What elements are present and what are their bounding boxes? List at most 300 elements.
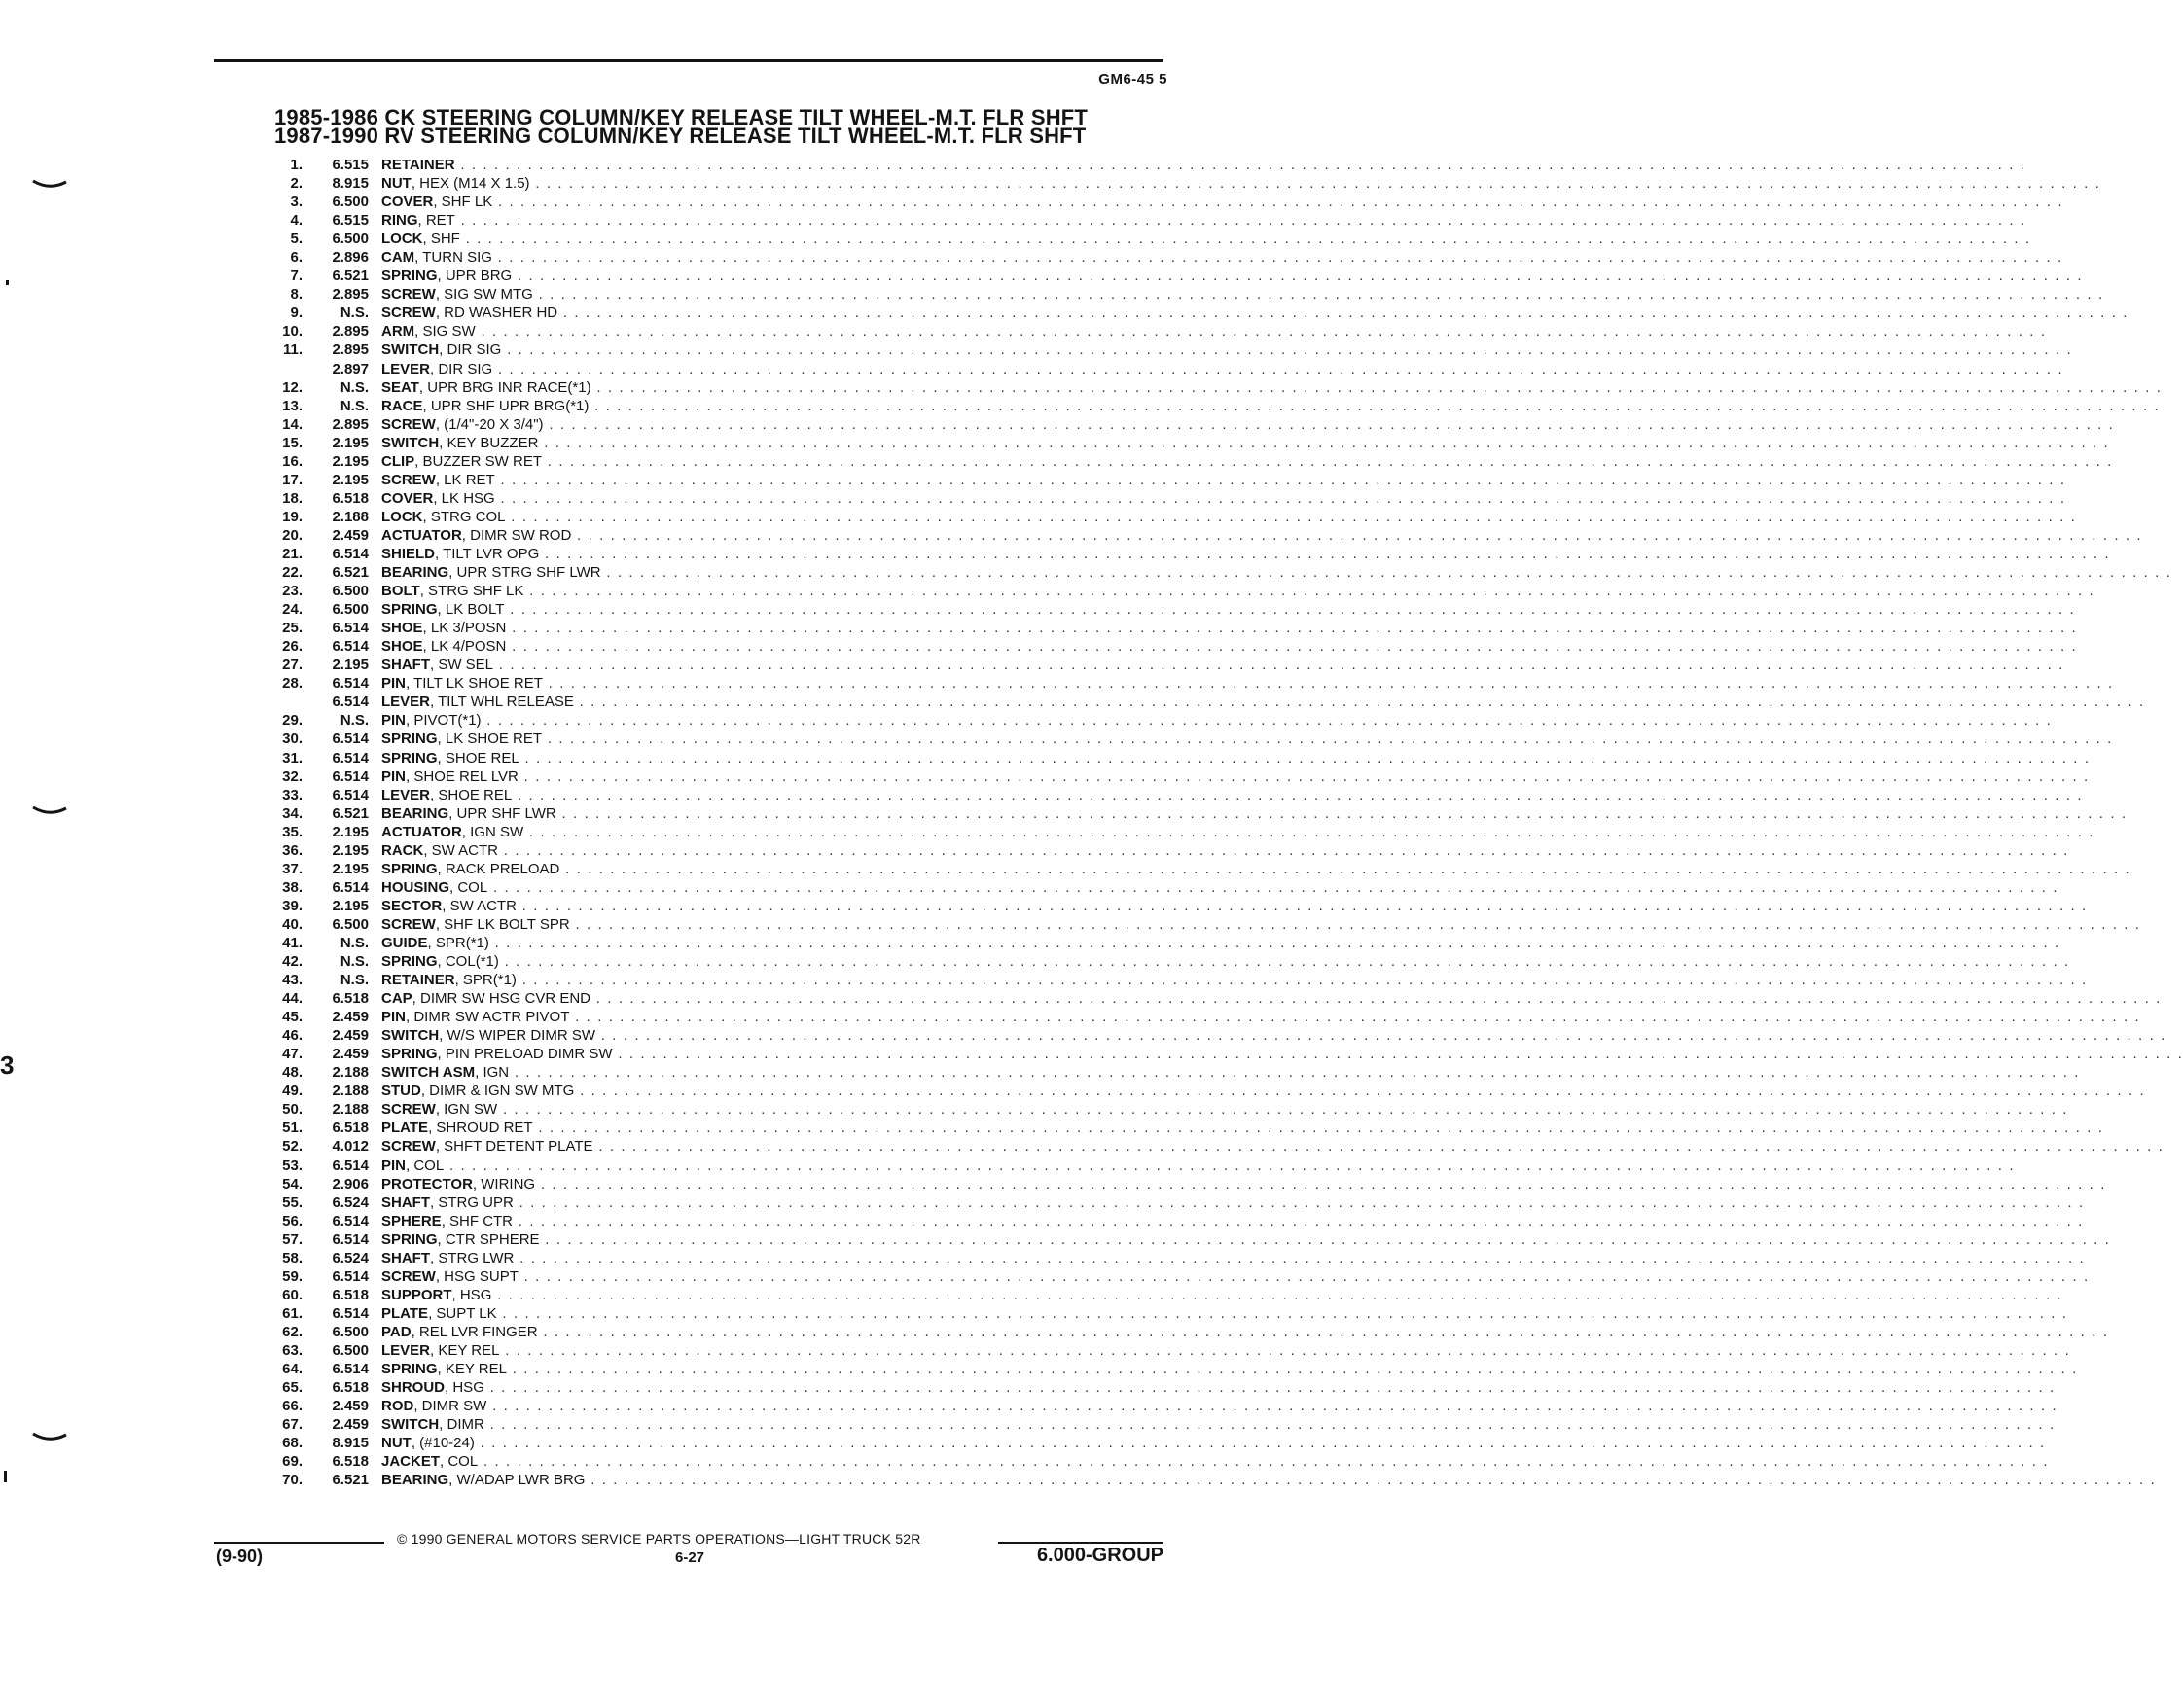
part-group: 6.524 (332, 1193, 369, 1211)
binder-mark-bottom (33, 1432, 66, 1441)
leader-dots: . . . . . . . . . . . . . . . . . . . . . . . . . . . . . . . . . . . . . . . . . . . . . . . . . . . . . . . . . . . . . . . . . . . . . . . . . . . . . . . . . . . . . . . . . . . . . . . . . . . . . . . . . . . . . . . . . . . . . . . . . . . . . . . . . . . . . . . . . . . . (523, 823, 2095, 840)
part-detail: , CTR SPHERE (437, 1230, 540, 1248)
leader-dots: . . . . . . . . . . . . . . . . . . . . . . . . . . . . . . . . . . . . . . . . . . . . . . . . . . . . . . . . . . . . . . . . . . . . . . . . . . . . . . . . . . . . . . . . . . . . . . . . . . . . . . . . . . . . . . . . . . . . . . . . . . . . . . . . . . . . . . . . . . . . (543, 415, 2115, 433)
part-description (381, 1230, 2111, 1249)
part-group: 6.500 (332, 1342, 369, 1359)
part-description (381, 1137, 2165, 1156)
part-group: 6.514 (332, 1267, 369, 1285)
leader-dots: . . . . . . . . . . . . . . . . . . . . . . . . . . . . . . . . . . . . . . . . . . . . . . . . . . . . . . . . . . . . . . . . . . . . . . . . . . . . . . . . . . . . . . . . . . . . . . . . . . . . . . . . . . . . . . . . . . . . . . . . . . . . . . . . . . . . . . . . . . . . (557, 304, 2129, 322)
part-detail: , DIMR SW (413, 1398, 487, 1415)
part-number: 33. (282, 786, 303, 803)
part-group: 6.521 (332, 804, 369, 822)
part-name: SCREW (381, 304, 436, 322)
part-name: PIN (381, 712, 407, 729)
leader-dots: . . . . . . . . . . . . . . . . . . . . . . . . . . . . . . . . . . . . . . . . . . . . . . . . . . . . . . . . . . . . . . . . . . . . . . . . . . . . . . . . . . . . . . . . . . . . . . . . . . . . . . . . . . . . . . . . . . . . . . . . . . . . . . . . . . . . . . . . . . . . (542, 675, 2114, 693)
part-number: 17. (282, 471, 303, 488)
parts-row (0, 860, 2131, 878)
part-group: 2.188 (332, 1101, 369, 1119)
part-name: RACE (381, 397, 423, 414)
part-description (381, 1267, 2090, 1286)
part-number: 48. (282, 1064, 303, 1082)
part-number: 54. (282, 1175, 303, 1192)
part-name: LEVER (381, 694, 431, 711)
leader-dots: . . . . . . . . . . . . . . . . . . . . . . . . . . . . . . . . . . . . . . . . . . . . . . . . . . . . . . . . . . . . . . . . . . . . . . . . . . . . . . . . . . . . . . . . . . . . . . . . . . . . . . . . . . . . . . . . . . . . . . . . . . . . . . . . . . . . . . . . . . . . (574, 1083, 2146, 1100)
part-detail: , PIVOT(*1) (406, 712, 482, 729)
part-description (381, 193, 2064, 211)
leader-dots: . . . . . . . . . . . . . . . . . . . . . . . . . . . . . . . . . . . . . . . . . . . . . . . . . . . . . . . . . . . . . . . . . . . . . . . . . . . . . . . . . . . . . . . . . . . . . . . . . . . . . . . . . . . . . . . . . . . . . . . . . . . . . . . . . . . . . . . . . . . . (488, 934, 2060, 951)
part-description (381, 693, 2145, 711)
part-name: SWITCH ASM (381, 1064, 476, 1082)
parts-row (0, 674, 2114, 693)
part-group: 6.518 (332, 1453, 369, 1471)
part-description (381, 804, 2128, 823)
part-detail: , LK BOLT (437, 601, 505, 619)
part-description (381, 156, 2026, 174)
part-group: 6.518 (332, 1120, 369, 1137)
part-name: PIN (381, 1156, 407, 1174)
part-description (381, 434, 2110, 452)
leader-dots: . . . . . . . . . . . . . . . . . . . . . . . . . . . . . . . . . . . . . . . . . . . . . . . . . . . . . . . . . . . . . . . . . . . . . . . . . . . . . . . . . . . . . . . . . . . . . . . . . . . . . . . . . . . . . . . . . . . . . . . . . . . . . . . . . . . . . . . . . . . . (595, 1027, 2166, 1045)
parts-row (0, 267, 2084, 285)
part-name: SCREW (381, 1267, 436, 1285)
parts-row (0, 600, 2076, 619)
leader-dots: . . . . . . . . . . . . . . . . . . . . . . . . . . . . . . . . . . . . . . . . . . . . . . . . . . . . . . . . . . . . . . . . . . . . . . . . . . . . . . . . . . . . . . . . . . . . . . . . . . . . . . . . . . . . . . . . . . . . . . . . . . . . . . . . . . . . . . . . . . . . (504, 601, 2076, 619)
parts-row (0, 508, 2077, 526)
part-number: 4. (290, 212, 303, 230)
parts-row (0, 452, 2113, 471)
parts-row (0, 1360, 2078, 1378)
binder-mark-middle (33, 805, 66, 815)
leader-dots: . . . . . . . . . . . . . . . . . . . . . . . . . . . . . . . . . . . . . . . . . . . . . . . . . . . . . . . . . . . . . . . . . . . . . . . . . . . . . . . . . . . . . . . . . . . . . . . . . . . . . . . . . . . . . . . . . . . . . . . . . . . . . . . . . . . . . . . . . . . . (506, 638, 2078, 656)
part-detail: , TILT LK SHOE RET (406, 675, 543, 693)
part-detail: , LK 4/POSN (422, 638, 507, 656)
part-description (381, 1063, 2081, 1082)
part-description (381, 582, 2095, 600)
parts-row (0, 1452, 2050, 1471)
leader-dots: . . . . . . . . . . . . . . . . . . . . . . . . . . . . . . . . . . . . . . . . . . . . . . . . . . . . . . . . . . . . . . . . . . . . . . . . . . . . . . . . . . . . . . . . . . . . . . . . . . . . . . . . . . . . . . . . . . . . . . . . . . . . . . . . . . . . . . . . . . . . (569, 1009, 2141, 1026)
parts-row (0, 971, 2088, 989)
part-number: 64. (282, 1361, 303, 1378)
leader-dots: . . . . . . . . . . . . . . . . . . . . . . . . . . . . . . . . . . . . . . . . . . . . . . . . . . . . . . . . . . . . . . . . . . . . . . . . . . . . . . . . . . . . . . . . . . . . . . . . . . . . . . . . . . . . . . . . . . . . . . . . . . . . . . . . . . . . . . . . . . . . (494, 489, 2066, 507)
leader-dots: . . . . . . . . . . . . . . . . . . . . . . . . . . . . . . . . . . . . . . . . . . . . . . . . . . . . . . . . . . . . . . . . . . . . . . . . . . . . . . . . . . . . . . . . . . . . . . . . . . . . . . . . . . . . . . . . . . . . . . . . . . . . . . . . . . . . . . . . . . . . (612, 1046, 2183, 1063)
leader-dots: . . . . . . . . . . . . . . . . . . . . . . . . . . . . . . . . . . . . . . . . . . . . . . . . . . . . . . . . . . . . . . . . . . . . . . . . . . . . . . . . . . . . . . . . . . . . . . . . . . . . . . . . . . . . . . . . . . . . . . . . . . . . . . . . . . . . . . . . . . . . (535, 1175, 2106, 1192)
part-description (381, 1360, 2078, 1378)
parts-row (0, 1156, 2016, 1175)
parts-row (0, 1378, 2056, 1397)
part-description (381, 1249, 2086, 1267)
part-group: 2.459 (332, 1416, 369, 1434)
part-number: 43. (282, 972, 303, 989)
part-description (381, 1341, 2071, 1360)
part-description (381, 489, 2066, 508)
part-name: LEVER (381, 786, 431, 803)
part-detail: , COL (440, 1453, 479, 1471)
part-name: SWITCH (381, 1027, 440, 1045)
leader-dots: . . . . . . . . . . . . . . . . . . . . . . . . . . . . . . . . . . . . . . . . . . . . . . . . . . . . . . . . . . . . . . . . . . . . . . . . . . . . . . . . . . . . . . . . . . . . . . . . . . . . . . . . . . . . . . . . . . . . . . . . . . . . . . . . . . . . . . . . . . . . (487, 878, 2059, 896)
part-group: 2.459 (332, 1398, 369, 1415)
part-group: 2.459 (332, 1027, 369, 1045)
part-number: 37. (282, 860, 303, 877)
part-group: 6.515 (332, 157, 369, 173)
margin-mark-3: 3 (0, 1050, 15, 1080)
parts-row (0, 563, 2172, 582)
parts-row (0, 1249, 2086, 1267)
parts-row (0, 1471, 2157, 1489)
part-name: SCREW (381, 1138, 436, 1156)
part-detail: , (#10-24) (411, 1435, 475, 1452)
leader-dots: . . . . . . . . . . . . . . . . . . . . . . . . . . . . . . . . . . . . . . . . . . . . . . . . . . . . . . . . . . . . . . . . . . . . . . . . . . . . . . . . . . . . . . . . . . . . . . . . . . . . . . . . . . . . . . . . . . . . . . . . . . . . . . . . . . . . . . . . . . . . (516, 897, 2088, 914)
leader-dots: . . . . . . . . . . . . . . . . . . . . . . . . . . . . . . . . . . . . . . . . . . . . . . . . . . . . . . . . . . . . . . . . . . . . . . . . . . . . . . . . . . . . . . . . . . . . . . . . . . . . . . . . . . . . . . . . . . . . . . . . . . . . . . . . . . . . . . . . . . . . (590, 990, 2162, 1008)
parts-row (0, 711, 2053, 729)
part-group: 2.195 (332, 897, 369, 914)
parts-row (0, 582, 2095, 600)
parts-row (0, 767, 2090, 786)
part-description (381, 1008, 2141, 1026)
part-group: 6.514 (332, 786, 369, 803)
part-name: SWITCH (381, 341, 440, 359)
part-group: 2.459 (332, 526, 369, 544)
part-group: 6.514 (332, 878, 369, 896)
part-detail: , BUZZER SW RET (414, 452, 543, 470)
page-number: 6-27 (675, 1549, 705, 1566)
part-number: 66. (282, 1398, 303, 1415)
parts-row (0, 1267, 2090, 1286)
part-detail: , RD WASHER HD (435, 304, 558, 322)
part-detail: , SHF (422, 231, 460, 248)
part-detail: , STRG LWR (430, 1249, 515, 1266)
part-name: ROD (381, 1398, 414, 1415)
part-detail: , SW ACTR (423, 841, 499, 859)
part-group: N.S. (340, 972, 369, 989)
part-name: RETAINER (381, 972, 455, 989)
part-name: SPRING (381, 953, 438, 971)
part-description (381, 397, 2161, 415)
part-name: LEVER (381, 360, 431, 377)
part-number: 8. (290, 286, 303, 303)
part-detail: , HSG SUPT (435, 1267, 519, 1285)
parts-row (0, 749, 2091, 767)
part-number: 51. (282, 1120, 303, 1137)
parts-row (0, 619, 2078, 637)
part-description (381, 1397, 2058, 1415)
leader-dots: . . . . . . . . . . . . . . . . . . . . . . . . . . . . . . . . . . . . . . . . . . . . . . . . . . . . . . . . . . . . . . . . . . . . . . . . . . . . . . . . . . . . . . . . . . . . . . . . . . . . . . . . . . . . . . . . . . . . . . . . . . . . . . . . . . . . . . . . . . . . (497, 1101, 2069, 1119)
group-code: 6.000-GROUP (1036, 1545, 1163, 1566)
part-detail: , SHOE REL (437, 749, 519, 766)
part-number: 34. (282, 804, 303, 822)
part-detail: , LK SHOE RET (437, 730, 543, 748)
part-name: SWITCH (381, 1416, 440, 1434)
part-group: 2.195 (332, 434, 369, 451)
part-description (381, 711, 2053, 729)
part-detail: , SHF LK (433, 194, 493, 211)
part-description (381, 600, 2076, 619)
parts-row (0, 1008, 2141, 1026)
leader-dots: . . . . . . . . . . . . . . . . . . . . . . . . . . . . . . . . . . . . . . . . . . . . . . . . . . . . . . . . . . . . . . . . . . . . . . . . . . . . . . . . . . . . . . . . . . . . . . . . . . . . . . . . . . . . . . . . . . . . . . . . . . . . . . . . . . . . . . . . . . . . (539, 545, 2111, 562)
leader-dots: . . . . . . . . . . . . . . . . . . . . . . . . . . . . . . . . . . . . . . . . . . . . . . . . . . . . . . . . . . . . . . . . . . . . . . . . . . . . . . . . . . . . . . . . . . . . . . . . . . . . . . . . . . . . . . . . . . . . . . . . . . . . . . . . . . . . . . . . . . . . (498, 953, 2070, 971)
part-number: 23. (282, 583, 303, 600)
part-description (381, 841, 2069, 860)
title-line-1: 1985-1986 CK STEERING COLUMN/KEY RELEASE TILT WHEEL-M.T. FLR SHFT (274, 105, 1089, 129)
part-detail: , TILT WHL RELEASE (430, 694, 574, 711)
parts-row (0, 1230, 2111, 1249)
part-detail: , HSG (445, 1379, 484, 1397)
part-description (381, 1452, 2050, 1471)
part-description (381, 860, 2131, 878)
leader-dots: . . . . . . . . . . . . . . . . . . . . . . . . . . . . . . . . . . . . . . . . . . . . . . . . . . . . . . . . . . . . . . . . . . . . . . . . . . . . . . . . . . . . . . . . . . . . . . . . . . . . . . . . . . . . . . . . . . . . . . . . . . . . . . . . . . . . . . . . . . . . (475, 323, 2047, 340)
part-group: 6.514 (332, 1230, 369, 1248)
parts-list (0, 156, 2183, 1489)
part-group: 6.500 (332, 601, 369, 619)
part-number: 61. (282, 1304, 303, 1322)
leader-dots: . . . . . . . . . . . . . . . . . . . . . . . . . . . . . . . . . . . . . . . . . . . . . . . . . . . . . . . . . . . . . . . . . . . . . . . . . . . . . . . . . . . . . . . . . . . . . . . . . . . . . . . . . . . . . . . . . . . . . . . . . . . . . . . . . . . . . . . . . . . . (491, 249, 2063, 267)
part-name: STUD (381, 1083, 421, 1100)
part-description (381, 526, 2143, 545)
part-name: ACTUATOR (381, 823, 462, 840)
parts-row (0, 378, 2163, 397)
parts-row (0, 248, 2063, 267)
top-rule (214, 59, 1163, 62)
part-name: SCREW (381, 415, 436, 433)
parts-row (0, 804, 2128, 823)
part-name: SPRING (381, 749, 438, 766)
part-group: 6.514 (332, 730, 369, 748)
leader-dots: . . . . . . . . . . . . . . . . . . . . . . . . . . . . . . . . . . . . . . . . . . . . . . . . . . . . . . . . . . . . . . . . . . . . . . . . . . . . . . . . . . . . . . . . . . . . . . . . . . . . . . . . . . . . . . . . . . . . . . . . . . . . . . . . . . . . . . . . . . . . (506, 620, 2078, 637)
leader-dots: . . . . . . . . . . . . . . . . . . . . . . . . . . . . . . . . . . . . . . . . . . . . . . . . . . . . . . . . . . . . . . . . . . . . . . . . . . . . . . . . . . . . . . . . . . . . . . . . . . . . . . . . . . . . . . . . . . . . . . . . . . . . . . . . . . . . . . . . . . . . (483, 1416, 2056, 1434)
part-number: 9. (290, 304, 303, 322)
leader-dots: . . . . . . . . . . . . . . . . . . . . . . . . . . . . . . . . . . . . . . . . . . . . . . . . . . . . . . . . . . . . . . . . . . . . . . . . . . . . . . . . . . . . . . . . . . . . . . . . . . . . . . . . . . . . . . . . . . . . . . . . . . . . . . . . . . . . . . . . . . . . (585, 1472, 2157, 1489)
leader-dots: . . . . . . . . . . . . . . . . . . . . . . . . . . . . . . . . . . . . . . . . . . . . . . . . . . . . . . . . . . . . . . . . . . . . . . . . . . . . . . . . . . . . . . . . . . . . . . . . . . . . . . . . . . . . . . . . . . . . . . . . . . . . . . . . . . . . . . . . . . . . (539, 1230, 2111, 1248)
part-detail: , DIMR SW HSG CVR END (412, 990, 591, 1008)
part-number: 49. (282, 1083, 303, 1100)
parts-row (0, 174, 2101, 193)
part-number: 52. (282, 1138, 303, 1156)
leader-dots: . . . . . . . . . . . . . . . . . . . . . . . . . . . . . . . . . . . . . . . . . . . . . . . . . . . . . . . . . . . . . . . . . . . . . . . . . . . . . . . . . . . . . . . . . . . . . . . . . . . . . . . . . . . . . . . . . . . . . . . . . . . . . . . . . . . . . . . . . . . . (444, 1156, 2016, 1174)
part-detail: , LK HSG (433, 489, 495, 507)
part-detail: , SIG SW MTG (435, 286, 533, 303)
part-description (381, 897, 2088, 915)
leader-dots: . . . . . . . . . . . . . . . . . . . . . . . . . . . . . . . . . . . . . . . . . . . . . . . . . . . . . . . . . . . . . . . . . . . . . . . . . . . . . . . . . . . . . . . . . . . . . . . . . . . . . . . . . . . . . . . . . . . . . . . . . . . . . . . . . . . . . . . . . . . . (559, 860, 2131, 877)
part-description (381, 878, 2059, 897)
leader-dots: . . . . . . . . . . . . . . . . . . . . . . . . . . . . . . . . . . . . . . . . . . . . . . . . . . . . . . . . . . . . . . . . . . . . . . . . . . . . . . . . . . . . . . . . . . . . . . . . . . . . . . . . . . . . . . . . . . . . . . . . . . . . . . . . . . . . . . . . . . . . (537, 1323, 2109, 1340)
part-number: 3. (290, 194, 303, 211)
part-detail: , UPR SHF LWR (448, 804, 556, 822)
part-group: 4.012 (332, 1138, 369, 1156)
part-name: SECTOR (381, 897, 443, 914)
parts-row (0, 878, 2059, 897)
leader-dots: . . . . . . . . . . . . . . . . . . . . . . . . . . . . . . . . . . . . . . . . . . . . . . . . . . . . . . . . . . . . . . . . . . . . . . . . . . . . . . . . . . . . . . . . . . . . . . . . . . . . . . . . . . . . . . . . . . . . . . . . . . . . . . . . . . . . . . . . . . . . (542, 730, 2113, 748)
leader-dots: . . . . . . . . . . . . . . . . . . . . . . . . . . . . . . . . . . . . . . . . . . . . . . . . . . . . . . . . . . . . . . . . . . . . . . . . . . . . . . . . . . . . . . . . . . . . . . . . . . . . . . . . . . . . . . . . . . . . . . . . . . . . . . . . . . . . . . . . . . . . (532, 286, 2104, 303)
leader-dots: . . . . . . . . . . . . . . . . . . . . . . . . . . . . . . . . . . . . . . . . . . . . . . . . . . . . . . . . . . . . . . . . . . . . . . . . . . . . . . . . . . . . . . . . . . . . . . . . . . . . . . . . . . . . . . . . . . . . . . . . . . . . . . . . . . . . . . . . . . . . (538, 434, 2110, 451)
part-detail: , SW ACTR (442, 897, 517, 914)
part-detail: , KEY REL (437, 1361, 507, 1378)
part-detail: , SHOE REL (430, 786, 513, 803)
parts-row (0, 841, 2069, 860)
part-group: N.S. (340, 712, 369, 729)
part-group: 2.195 (332, 860, 369, 877)
leader-dots: . . . . . . . . . . . . . . . . . . . . . . . . . . . . . . . . . . . . . . . . . . . . . . . . . . . . . . . . . . . . . . . . . . . . . . . . . . . . . . . . . . . . . . . . . . . . . . . . . . . . . . . . . . . . . . . . . . . . . . . . . . . . . . . . . . . . . . . . . . . . (491, 1286, 2063, 1303)
parts-row (0, 1045, 2183, 1063)
part-detail: , RET (417, 212, 455, 230)
parts-row (0, 693, 2145, 711)
part-name: SHOE (381, 638, 423, 656)
part-detail: , STRG SHF LK (419, 583, 524, 600)
part-name: PIN (381, 767, 407, 785)
part-description (381, 1045, 2183, 1063)
part-name: SHAFT (381, 1249, 430, 1266)
parts-row (0, 230, 2031, 248)
part-name: GUIDE (381, 934, 428, 951)
parts-row (0, 1063, 2081, 1082)
binder-mark-top (33, 179, 66, 189)
part-detail: , LK 3/POSN (422, 620, 507, 637)
leader-dots: . . . . . . . . . . . . . . . . . . . . . . . . . . . . . . . . . . . . . . . . . . . . . . . . . . . . . . . . . . . . . . . . . . . . . . . . . . . . . . . . . . . . . . . . . . . . . . . . . . . . . . . . . . . . . . . . . . . . . . . . . . . . . . . . . . . . . . . . . . . . (512, 786, 2084, 803)
part-number: 62. (282, 1323, 303, 1340)
leader-dots: . . . . . . . . . . . . . . . . . . . . . . . . . . . . . . . . . . . . . . . . . . . . . . . . . . . . . . . . . . . . . . . . . . . . . . . . . . . . . . . . . . . . . . . . . . . . . . . . . . . . . . . . . . . . . . . . . . . . . . . . . . . . . . . . . . . . . . . . . . . . (483, 1379, 2056, 1397)
part-description (381, 674, 2114, 693)
parts-row (0, 915, 2141, 934)
part-group: 2.195 (332, 841, 369, 859)
parts-row (0, 489, 2066, 508)
leader-dots: . . . . . . . . . . . . . . . . . . . . . . . . . . . . . . . . . . . . . . . . . . . . . . . . . . . . . . . . . . . . . . . . . . . . . . . . . . . . . . . . . . . . . . . . . . . . . . . . . . . . . . . . . . . . . . . . . . . . . . . . . . . . . . . . . . . . . . . . . . . . (600, 564, 2172, 582)
parts-row (0, 397, 2161, 415)
part-detail: , SW SEL (430, 657, 494, 674)
leader-dots: . . . . . . . . . . . . . . . . . . . . . . . . . . . . . . . . . . . . . . . . . . . . . . . . . . . . . . . . . . . . . . . . . . . . . . . . . . . . . . . . . . . . . . . . . . . . . . . . . . . . . . . . . . . . . . . . . . . . . . . . . . . . . . . . . . . . . . . . . . . . (454, 212, 2026, 230)
part-name: NUT (381, 175, 412, 193)
part-number: 45. (282, 1009, 303, 1026)
date-code: (9-90) (216, 1547, 264, 1566)
part-group: 2.906 (332, 1175, 369, 1192)
part-name: SPRING (381, 1046, 438, 1063)
parts-row (0, 1286, 2063, 1304)
part-description (381, 989, 2162, 1008)
leader-dots: . . . . . . . . . . . . . . . . . . . . . . . . . . . . . . . . . . . . . . . . . . . . . . . . . . . . . . . . . . . . . . . . . . . . . . . . . . . . . . . . . . . . . . . . . . . . . . . . . . . . . . . . . . . . . . . . . . . . . . . . . . . . . . . . . . . . . . . . . . . . (513, 1193, 2085, 1211)
parts-row (0, 952, 2070, 971)
part-description (381, 1378, 2056, 1397)
part-description (381, 1156, 2016, 1175)
part-number: 59. (282, 1267, 303, 1285)
part-number: 42. (282, 953, 303, 971)
part-description (381, 1471, 2157, 1489)
part-name: PAD (381, 1323, 412, 1340)
part-description (381, 545, 2111, 563)
page-code: GM6-45 5 (1098, 71, 1167, 88)
leader-dots: . . . . . . . . . . . . . . . . . . . . . . . . . . . . . . . . . . . . . . . . . . . . . . . . . . . . . . . . . . . . . . . . . . . . . . . . . . . . . . . . . . . . . . . . . . . . . . . . . . . . . . . . . . . . . . . . . . . . . . . . . . . . . . . . . . . . . . . . . . . . (532, 1120, 2104, 1137)
part-group: 6.514 (332, 620, 369, 637)
part-number: 70. (282, 1472, 303, 1489)
part-number: 22. (282, 564, 303, 582)
parts-row (0, 1175, 2106, 1193)
parts-row (0, 729, 2113, 748)
leader-dots: . . . . . . . . . . . . . . . . . . . . . . . . . . . . . . . . . . . . . . . . . . . . . . . . . . . . . . . . . . . . . . . . . . . . . . . . . . . . . . . . . . . . . . . . . . . . . . . . . . . . . . . . . . . . . . . . . . . . . . . . . . . . . . . . . . . . . . . . . . . . (518, 1267, 2090, 1285)
part-description (381, 656, 2064, 674)
part-group: 6.518 (332, 990, 369, 1008)
part-group: 2.188 (332, 1083, 369, 1100)
parts-row (0, 303, 2129, 322)
part-name: SCREW (381, 1101, 436, 1119)
copyright-line: © 1990 GENERAL MOTORS SERVICE PARTS OPERATIONS—LIGHT TRUCK 52R (397, 1531, 921, 1547)
leader-dots: . . . . . . . . . . . . . . . . . . . . . . . . . . . . . . . . . . . . . . . . . . . . . . . . . . . . . . . . . . . . . . . . . . . . . . . . . . . . . . . . . . . . . . . . . . . . . . . . . . . . . . . . . . . . . . . . . . . . . . . . . . . . . . . . . . . . . . . . . . . . (569, 915, 2141, 933)
part-description (381, 915, 2141, 934)
part-name: SPRING (381, 1230, 438, 1248)
part-number: 28. (282, 675, 303, 693)
part-detail: , HSG (451, 1286, 492, 1303)
part-name: SPRING (381, 601, 438, 619)
part-detail: , HEX (M14 X 1.5) (411, 175, 530, 193)
part-number: 1. (290, 157, 303, 173)
part-description (381, 563, 2172, 582)
part-description (381, 786, 2084, 804)
part-number: 44. (282, 990, 303, 1008)
part-detail: , PIN PRELOAD DIMR SW (437, 1046, 613, 1063)
leader-dots: . . . . . . . . . . . . . . . . . . . . . . . . . . . . . . . . . . . . . . . . . . . . . . . . . . . . . . . . . . . . . . . . . . . . . . . . . . . . . . . . . . . . . . . . . . . . . . . . . . . . . . . . . . . . . . . . . . . . . . . . . . . . . . . . . . . . . . . . . . . . (486, 1398, 2058, 1415)
parts-row (0, 322, 2047, 340)
part-group: 6.500 (332, 1323, 369, 1340)
part-detail: , COL(*1) (437, 953, 499, 971)
leader-dots: . . . . . . . . . . . . . . . . . . . . . . . . . . . . . . . . . . . . . . . . . . . . . . . . . . . . . . . . . . . . . . . . . . . . . . . . . . . . . . . . . . . . . . . . . . . . . . . . . . . . . . . . . . . . . . . . . . . . . . . . . . . . . . . . . . . . . . . . . . . . (542, 452, 2113, 470)
part-group: 6.514 (332, 694, 369, 711)
part-group: N.S. (340, 397, 369, 414)
part-description (381, 360, 2064, 378)
part-description (381, 285, 2104, 303)
part-detail: , REL LVR FINGER (411, 1323, 538, 1340)
margin-tick (4, 1471, 7, 1482)
part-name: JACKET (381, 1453, 441, 1471)
leader-dots: . . . . . . . . . . . . . . . . . . . . . . . . . . . . . . . . . . . . . . . . . . . . . . . . . . . . . . . . . . . . . . . . . . . . . . . . . . . . . . . . . . . . . . . . . . . . . . . . . . . . . . . . . . . . . . . . . . . . . . . . . . . . . . . . . . . . . . . . . . . . (478, 1453, 2050, 1471)
part-name: PROTECTOR (381, 1175, 473, 1192)
part-name: PLATE (381, 1120, 429, 1137)
part-detail: , SPR(*1) (454, 972, 517, 989)
part-group: 6.518 (332, 1286, 369, 1303)
parts-row (0, 1212, 2084, 1230)
part-description (381, 340, 2073, 359)
leader-dots: . . . . . . . . . . . . . . . . . . . . . . . . . . . . . . . . . . . . . . . . . . . . . . . . . . . . . . . . . . . . . . . . . . . . . . . . . . . . . . . . . . . . . . . . . . . . . . . . . . . . . . . . . . . . . . . . . . . . . . . . . . . . . . . . . . . . . . . . . . . . (590, 378, 2163, 396)
part-detail: , SHF LK BOLT SPR (435, 915, 570, 933)
part-name: SPRING (381, 1361, 438, 1378)
part-description (381, 322, 2047, 340)
parts-row (0, 1434, 2046, 1452)
part-detail: , UPR BRG INR RACE(*1) (418, 378, 591, 396)
part-group: 6.524 (332, 1249, 369, 1266)
part-group: 2.459 (332, 1009, 369, 1026)
part-detail: , COL (449, 878, 488, 896)
part-group: 6.518 (332, 489, 369, 507)
part-number: 58. (282, 1249, 303, 1266)
part-description (381, 248, 2063, 267)
leader-dots: . . . . . . . . . . . . . . . . . . . . . . . . . . . . . . . . . . . . . . . . . . . . . . . . . . . . . . . . . . . . . . . . . . . . . . . . . . . . . . . . . . . . . . . . . . . . . . . . . . . . . . . . . . . . . . . . . . . . . . . . . . . . . . . . . . . . . . . . . . . . (571, 526, 2143, 544)
leader-dots: . . . . . . . . . . . . . . . . . . . . . . . . . . . . . . . . . . . . . . . . . . . . . . . . . . . . . . . . . . . . . . . . . . . . . . . . . . . . . . . . . . . . . . . . . . . . . . . . . . . . . . . . . . . . . . . . . . . . . . . . . . . . . . . . . . . . . . . . . . . . (512, 267, 2084, 285)
leader-dots: . . . . . . . . . . . . . . . . . . . . . . . . . . . . . . . . . . . . . . . . . . . . . . . . . . . . . . . . . . . . . . . . . . . . . . . . . . . . . . . . . . . . . . . . . . . . . . . . . . . . . . . . . . . . . . . . . . . . . . . . . . . . . . . . . . . . . . . . . . . . (555, 804, 2128, 822)
part-name: SPRING (381, 860, 438, 877)
part-description (381, 619, 2078, 637)
parts-row (0, 1119, 2104, 1137)
part-group: 6.514 (332, 545, 369, 562)
part-detail: , DIMR SW ROD (461, 526, 572, 544)
part-group: 2.896 (332, 249, 369, 267)
part-group: 6.518 (332, 1379, 369, 1397)
part-detail: , SHROUD RET (428, 1120, 533, 1137)
part-number: 68. (282, 1435, 303, 1452)
part-number: 31. (282, 749, 303, 766)
part-detail: , SHOE REL LVR (406, 767, 519, 785)
part-group: 2.195 (332, 452, 369, 470)
part-description (381, 508, 2077, 526)
part-group: 6.500 (332, 194, 369, 211)
part-group: 6.514 (332, 1361, 369, 1378)
part-detail: , DIMR (439, 1416, 484, 1434)
part-name: BOLT (381, 583, 420, 600)
parts-row (0, 1323, 2109, 1341)
part-name: SHOE (381, 620, 423, 637)
